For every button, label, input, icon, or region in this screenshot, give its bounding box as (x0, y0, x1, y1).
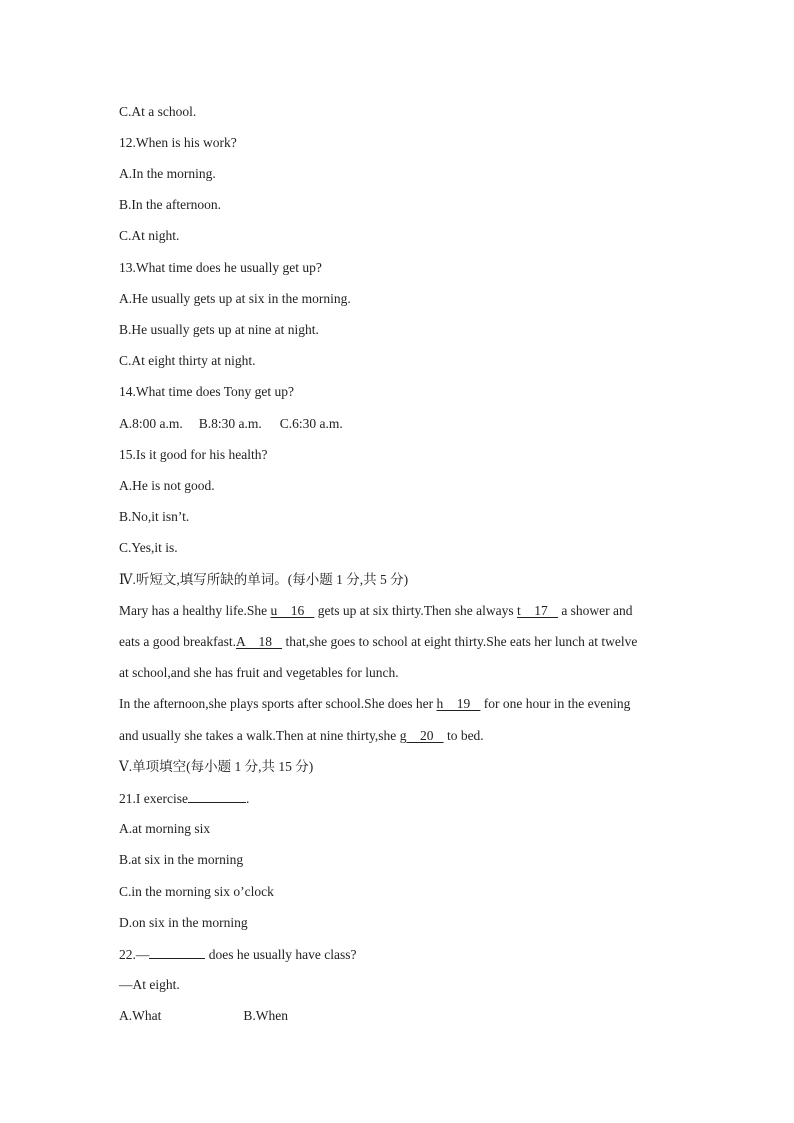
q22-option-b: B.When (243, 1008, 288, 1023)
q22-dialog-answer: —At eight. (119, 977, 180, 992)
q21-option-a: A.at morning six (119, 821, 211, 836)
q15-question: 15.Is it good for his health? (119, 447, 268, 462)
q22-option-a: A.What (119, 1008, 162, 1023)
blank-19[interactable]: h 19 (436, 696, 481, 711)
passage-line-5: and usually she takes a walk.Then at nine thirty,she g 20 to bed. (119, 728, 484, 743)
q15-option-b: B.No,it isn’t. (119, 509, 190, 524)
blank-16[interactable]: u 16 (270, 603, 315, 618)
passage-line-1: Mary has a healthy life.She u 16 gets up at six thirty.Then she always t 17 a shower and (119, 603, 633, 618)
q21-option-d: D.on six in the morning (119, 915, 248, 930)
q14-question: 14.What time does Tony get up? (119, 384, 295, 399)
q12-question: 12.When is his work? (119, 135, 237, 150)
q13-option-b: B.He usually gets up at nine at night. (119, 322, 319, 337)
q15-option-c: C.Yes,it is. (119, 540, 178, 555)
q14-option-c: C.6:30 a.m. (279, 416, 343, 431)
q22-stem: 22.— does he usually have class? (119, 947, 357, 962)
passage-line-2: eats a good breakfast.A 18 that,she goes to school at eight thirty.She eats her lunch at twelve (119, 634, 638, 649)
section-4-heading: Ⅳ.听短文,填写所缺的单词。(每小题 1 分,共 5 分) (119, 572, 409, 587)
q22-options (119, 1007, 288, 1025)
q12-option-c: C.At night. (119, 228, 180, 243)
passage-line-4: In the afternoon,she plays sports after school.She does her h 19 for one hour in the evening (119, 696, 631, 711)
q14-option-b: B.8:30 a.m. (198, 416, 262, 431)
section-5-heading: Ⅴ.单项填空(每小题 1 分,共 15 分) (119, 759, 314, 774)
q21-option-b: B.at six in the morning (119, 852, 244, 867)
blank-18[interactable]: A 18 (235, 634, 283, 649)
q14-option-a: A.8:00 a.m. (119, 416, 183, 431)
q21-stem: 21.I exercise . (119, 791, 250, 806)
q12-option-b: B.In the afternoon. (119, 197, 221, 212)
q22-answer-blank[interactable] (149, 945, 205, 959)
q13-question: 13.What time does he usually get up? (119, 260, 322, 275)
q13-option-c: C.At eight thirty at night. (119, 353, 256, 368)
q11-option-c: C.At a school. (119, 104, 197, 119)
blank-20[interactable]: g 20 (399, 728, 444, 743)
q12-option-a: A.In the morning. (119, 166, 216, 181)
q14-options (119, 415, 343, 433)
q21-option-c: C.in the morning six o’clock (119, 884, 274, 899)
q13-option-a: A.He usually gets up at six in the morning. (119, 291, 351, 306)
passage-line-3: at school,and she has fruit and vegetables for lunch. (119, 665, 399, 680)
blank-17[interactable]: t 17 (517, 603, 558, 618)
q21-answer-blank[interactable] (188, 789, 246, 803)
q15-option-a: A.He is not good. (119, 478, 215, 493)
